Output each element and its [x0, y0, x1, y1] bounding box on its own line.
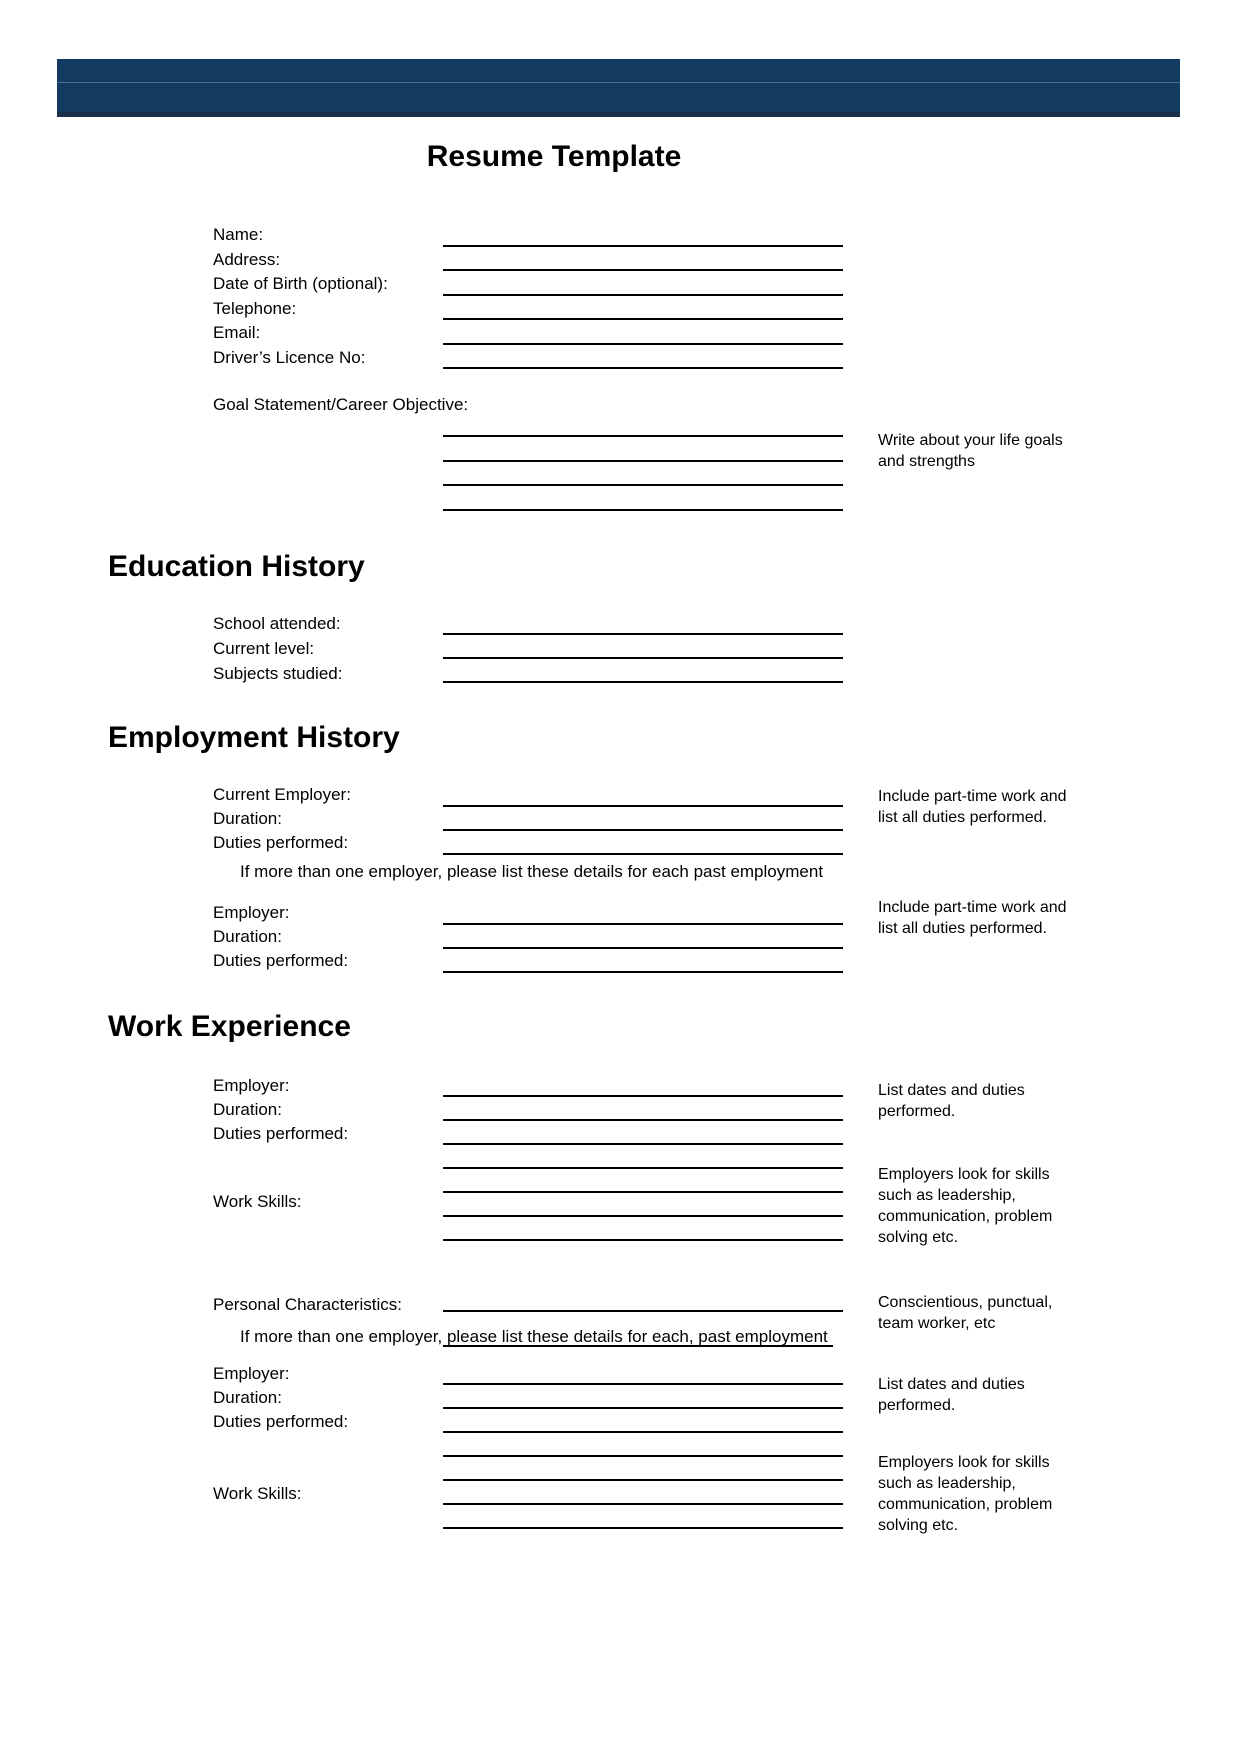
field-label-duties-performed: Duties performed:: [213, 1412, 349, 1431]
blank-line: [443, 1143, 843, 1145]
blank-line: [443, 1455, 843, 1457]
field-label-employer: Employer:: [213, 1076, 290, 1095]
blank-line: [443, 269, 843, 271]
blank-line: [443, 805, 843, 807]
field-label-employer: Employer:: [213, 1364, 290, 1383]
side-note-characteristics: Conscientious, punctual, team worker, etc: [878, 1294, 1053, 1332]
field-label-current-level: Current level:: [213, 639, 315, 658]
document-title: Resume Template: [426, 140, 682, 173]
field-label-employer: Employer:: [213, 903, 290, 922]
section-heading-education: Education History: [108, 550, 365, 583]
section-heading-work-experience: Work Experience: [108, 1010, 351, 1043]
blank-line: [443, 1215, 843, 1217]
field-label-address: Address:: [213, 250, 281, 269]
blank-line: [443, 367, 843, 369]
field-label-personal-characteristics: Personal Characteristics:: [213, 1295, 402, 1314]
field-label-duration: Duration:: [213, 927, 282, 946]
blank-line: [443, 435, 843, 437]
blank-line: [443, 1095, 843, 1097]
blank-line: [443, 829, 843, 831]
blank-line: [443, 509, 843, 511]
side-note-skills: Employers look for skills such as leadership, communication, problem solving etc.: [878, 1454, 1053, 1534]
blank-line: [443, 947, 843, 949]
blank-line: [443, 1479, 843, 1481]
subnote-more-employers: If more than one employer, please list these details for each past employment: [240, 862, 824, 881]
side-note-include-parttime: Include part-time work and list all duties performed.: [878, 788, 1067, 826]
blank-line: [443, 1310, 843, 1312]
blank-line: [443, 1407, 843, 1409]
field-label-name: Name:: [213, 225, 264, 244]
field-label-work-skills: Work Skills:: [213, 1484, 302, 1503]
blank-line: [443, 1191, 843, 1193]
blank-line: [443, 633, 843, 635]
blank-line: [443, 1503, 843, 1505]
blank-line: [443, 1383, 843, 1385]
blank-line: [443, 460, 843, 462]
side-note-include-parttime: Include part-time work and list all duties performed.: [878, 899, 1067, 937]
blank-line: [443, 657, 843, 659]
side-note-list-dates: List dates and duties performed.: [878, 1376, 1025, 1414]
subnote-more-employers: If more than one employer, please list these details for each, past employment: [240, 1327, 828, 1346]
side-note-goal: Write about your life goals and strengths: [878, 432, 1063, 470]
blank-line: [443, 1239, 843, 1241]
field-label-duration: Duration:: [213, 1100, 282, 1119]
field-label-duties-performed: Duties performed:: [213, 951, 349, 970]
side-note-list-dates: List dates and duties performed.: [878, 1082, 1025, 1120]
blank-line: [443, 681, 843, 683]
field-label-duration: Duration:: [213, 1388, 282, 1407]
blank-line: [443, 1527, 843, 1529]
field-label-telephone: Telephone:: [213, 299, 297, 318]
field-label-email: Email:: [213, 323, 261, 342]
field-label-subjects-studied: Subjects studied:: [213, 664, 343, 683]
blank-line: [443, 294, 843, 296]
blank-line: [443, 1119, 843, 1121]
blank-line: [443, 853, 843, 855]
blank-line: [443, 1167, 843, 1169]
field-label-school-attended: School attended:: [213, 614, 341, 633]
field-label-current-employer: Current Employer:: [213, 785, 351, 804]
field-label-duration: Duration:: [213, 809, 282, 828]
header-banner: [57, 59, 1180, 117]
field-label-duties-performed: Duties performed:: [213, 833, 349, 852]
blank-line: [443, 318, 843, 320]
blank-line: [443, 343, 843, 345]
blank-line: [443, 923, 843, 925]
field-label-goal-statement: Goal Statement/Career Objective:: [213, 395, 469, 414]
blank-line: [443, 484, 843, 486]
blank-line: [443, 245, 843, 247]
field-label-drivers-licence: Driver’s Licence No:: [213, 348, 366, 367]
section-heading-employment: Employment History: [108, 721, 400, 754]
field-label-duties-performed: Duties performed:: [213, 1124, 349, 1143]
blank-line: [443, 971, 843, 973]
field-label-date-of-birth: Date of Birth (optional):: [213, 274, 388, 293]
blank-line: [443, 1431, 843, 1433]
banner-divider-line: [57, 82, 1180, 83]
side-note-skills: Employers look for skills such as leadership, communication, problem solving etc.: [878, 1166, 1053, 1246]
field-label-work-skills: Work Skills:: [213, 1192, 302, 1211]
